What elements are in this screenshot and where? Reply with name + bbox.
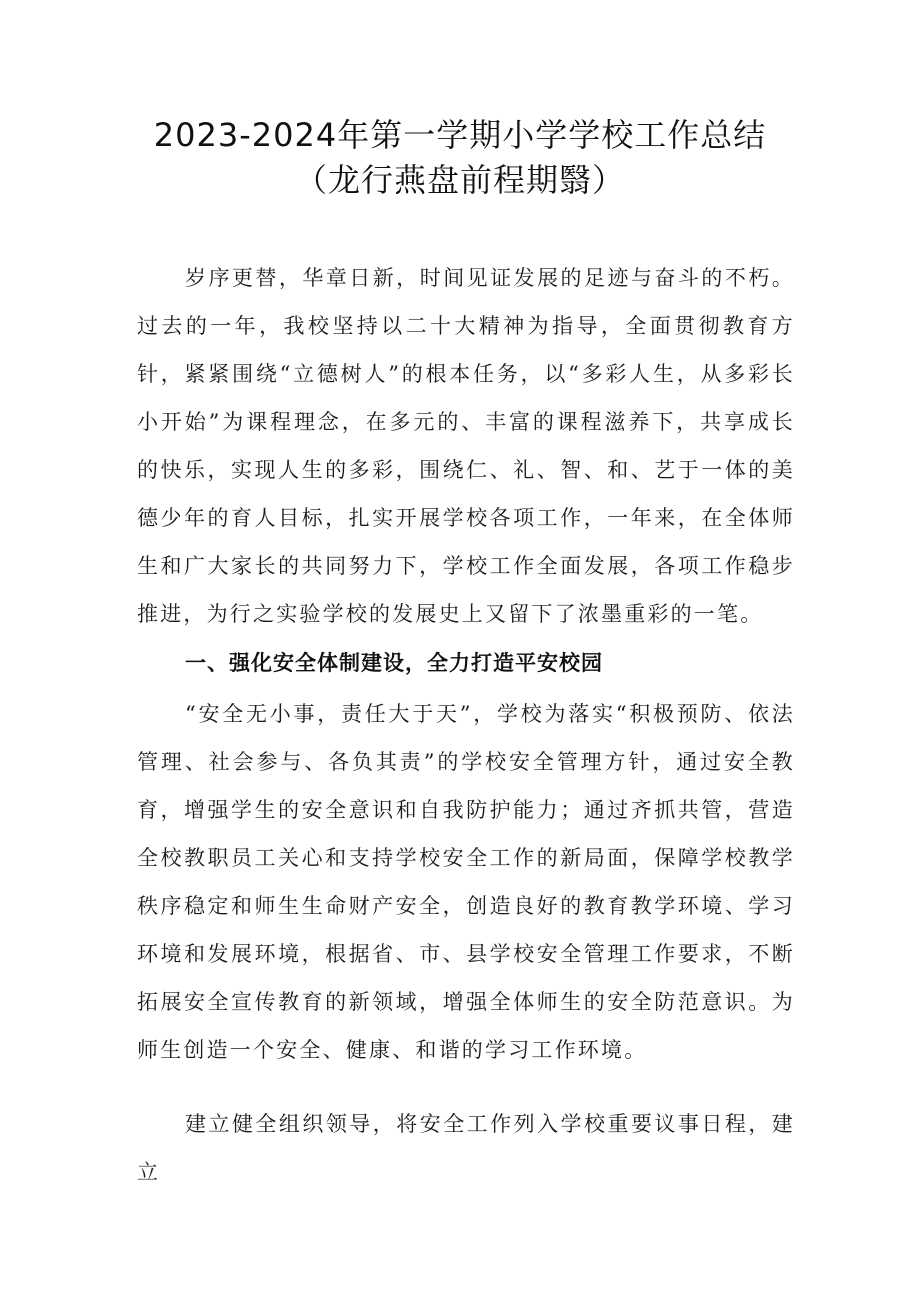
intro-paragraph: 岁序更替，华章日新，时间见证发展的足迹与奋斗的不朽。过去的一年，我校坚持以二十大精神为指导，全面贯彻教育方针，紧紧围绕“立德树人”的根本任务，以“多彩人生，从多彩长小开始”为课程理念，在多元的、丰富的课程滋养下，共享成长的快乐，实现人生的多彩，围绕仁、礼、智、和、艺于一体的美德少年的育人目标，扎实开展学校各项工作，一年来，在全体师生和广大家长的共同努力下，学校工作全面发展，各项工作稳步推进，为行之实验学校的发展史上又留下了浓墨重彩的一笔。 (137, 266, 795, 626)
section-paragraph-continued: 建立健全组织领导，将安全工作列入学校重要议事日程，建立 (137, 1112, 795, 1184)
section-paragraph: “安全无小事，责任大于天”，学校为落实“积极预防、依法管理、社会参与、各负其责”的学校安全管理方针，通过安全教育，增强学生的安全意识和自我防护能力；通过齐抓共管，营造全校教职员工关心和支持学校安全工作的新局面，保障学校教学秩序稳定和师生生命财产安全，创造良好的教育教学环境、学习环境和发展环境，根据省、市、县学校安全管理工作要求，不断拓展安全宣传教育的新领域，增强全体师生的安全防范意识。为师生创造一个安全、健康、和谐的学习工作环境。 (137, 702, 795, 1062)
section-heading: 一、强化安全体制建设，全力打造平安校园 (185, 651, 603, 675)
document-subtitle: （龙行燕盘前程期翳） (294, 161, 625, 199)
document-title: 2023-2024年第一学期小学学校工作总结 (153, 116, 767, 154)
